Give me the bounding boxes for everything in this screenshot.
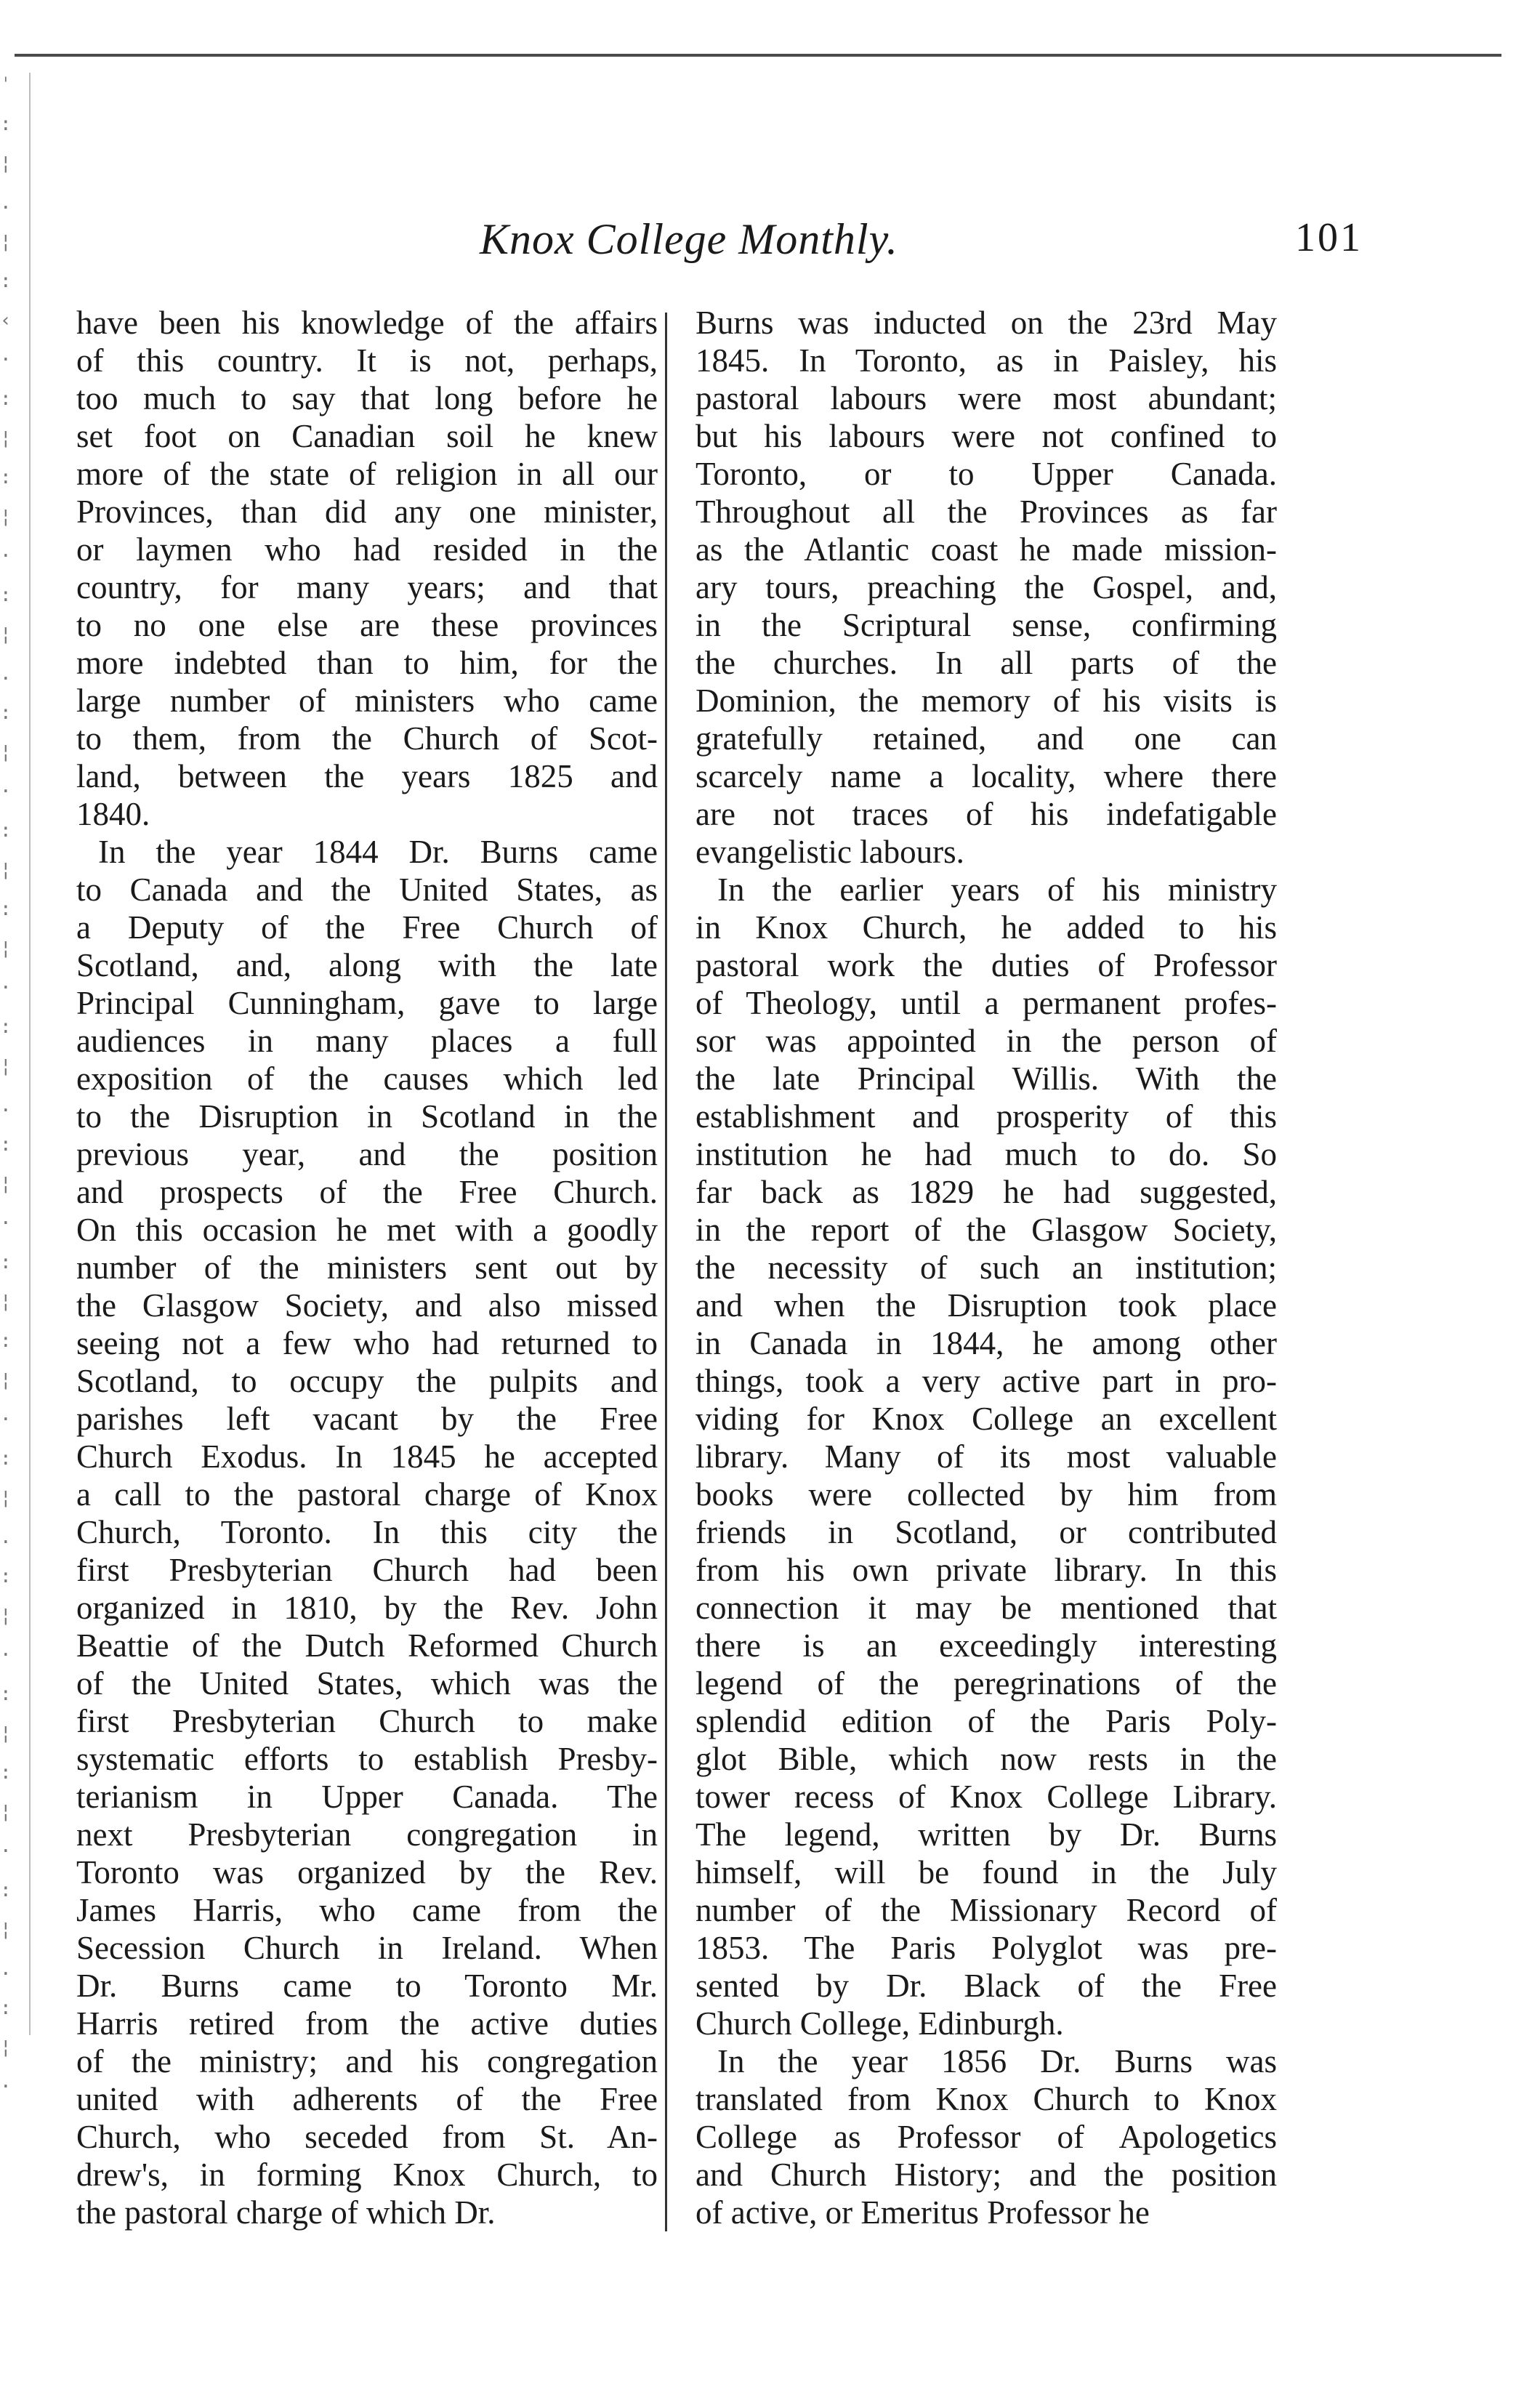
- text-line: Burns was inducted on the 23rd May: [695, 305, 1277, 341]
- text-line: in the Scriptural sense, confirming: [695, 607, 1277, 643]
- text-line: Church, Toronto. In this city the: [76, 1514, 658, 1550]
- text-line: united with adherents of the Free: [76, 2081, 658, 2117]
- text-line: next Presbyterian congregation in: [76, 1816, 658, 1853]
- text-line: Scotland, and, along with the late: [76, 947, 658, 983]
- text-line: books were collected by him from: [695, 1476, 1277, 1513]
- text-line: audiences in many places a full: [76, 1023, 658, 1059]
- text-line: systematic efforts to establish Presby-: [76, 1741, 658, 1777]
- text-line: pastoral labours were most abundant;: [695, 380, 1277, 416]
- text-line: gratefully retained, and one can: [695, 720, 1277, 757]
- text-line: in Knox Church, he added to his: [695, 909, 1277, 946]
- text-line: library. Many of its most valuable: [695, 1438, 1277, 1475]
- text-line: scarcely name a locality, where there: [695, 758, 1277, 794]
- text-line: the necessity of such an institution;: [695, 1249, 1277, 1286]
- text-line: On this occasion he met with a goodly: [76, 1212, 658, 1248]
- text-line: organized in 1810, by the Rev. John: [76, 1590, 658, 1626]
- text-line: In the year 1844 Dr. Burns came: [98, 834, 658, 870]
- text-line: Principal Cunningham, gave to large: [76, 985, 658, 1021]
- text-line: and prospects of the Free Church.: [76, 1174, 658, 1210]
- text-line: too much to say that long before he: [76, 380, 658, 416]
- text-line: first Presbyterian Church to make: [76, 1703, 658, 1739]
- text-line: of active, or Emeritus Professor he: [695, 2194, 1150, 2231]
- text-line: to no one else are these provinces: [76, 607, 658, 643]
- text-line: evangelistic labours.: [695, 834, 964, 870]
- text-line: from his own private library. In this: [695, 1552, 1277, 1588]
- text-line: to them, from the Church of Scot-: [76, 720, 658, 757]
- text-line: of the United States, which was the: [76, 1665, 658, 1702]
- text-line: a call to the pastoral charge of Knox: [76, 1476, 658, 1513]
- text-line: a Deputy of the Free Church of: [76, 909, 658, 946]
- text-line: things, took a very active part in pro-: [695, 1363, 1277, 1399]
- text-line: large number of ministers who came: [76, 682, 658, 719]
- text-line: glot Bible, which now rests in the: [695, 1741, 1277, 1777]
- text-line: College as Professor of Apologetics: [695, 2119, 1277, 2155]
- text-line: establishment and prosperity of this: [695, 1098, 1277, 1135]
- text-line: in Canada in 1844, he among other: [695, 1325, 1277, 1361]
- page-header: [65, 214, 1363, 273]
- text-line: as the Atlantic coast he made mission-: [695, 531, 1277, 568]
- text-line: Beattie of the Dutch Reformed Church: [76, 1627, 658, 1664]
- text-line: Provinces, than did any one minister,: [76, 494, 658, 530]
- text-line: Throughout all the Provinces as far: [695, 494, 1277, 530]
- text-line: to the Disruption in Scotland in the: [76, 1098, 658, 1135]
- text-line: exposition of the causes which led: [76, 1060, 658, 1097]
- gutter-scan-marks: ˈ : ¦ . ¦ : ‹ · : ¦ : ¦ · : ¦ . : ¦ · : ¦ : ¦ · : ¦ . : ¦ · : ¦ : ¦ · : ¦ . : ¦ · : ¦ : ¦ · : ¦ . : ¦ ·: [0, 74, 12, 2098]
- text-line: parishes left vacant by the Free: [76, 1401, 658, 1437]
- text-line: viding for Knox College an excellent: [695, 1401, 1277, 1437]
- text-line: have been his knowledge of the affairs: [76, 305, 658, 341]
- text-line: more indebted than to him, for the: [76, 645, 658, 681]
- text-line: of this country. It is not, perhaps,: [76, 342, 658, 379]
- right-text-column: [695, 304, 1277, 2231]
- text-line: legend of the peregrinations of the: [695, 1665, 1277, 1702]
- text-line: number of the ministers sent out by: [76, 1249, 658, 1286]
- text-line: connection it may be mentioned that: [695, 1590, 1277, 1626]
- text-line: country, for many years; and that: [76, 569, 658, 605]
- text-line: Toronto, or to Upper Canada.: [695, 456, 1277, 492]
- left-text-column: [76, 304, 658, 2231]
- text-line: Church Exodus. In 1845 he accepted: [76, 1438, 658, 1475]
- text-line: In the year 1856 Dr. Burns was: [717, 2043, 1277, 2079]
- text-line: Church, who seceded from St. An-: [76, 2119, 658, 2155]
- text-line: pastoral work the duties of Professor: [695, 947, 1277, 983]
- text-line: Church College, Edinburgh.: [695, 2005, 1064, 2042]
- text-line: set foot on Canadian soil he knew: [76, 418, 658, 454]
- text-line: land, between the years 1825 and: [76, 758, 658, 794]
- text-line: the pastoral charge of which Dr.: [76, 2194, 496, 2231]
- text-line: are not traces of his indefatigable: [695, 796, 1277, 832]
- text-line: translated from Knox Church to Knox: [695, 2081, 1277, 2117]
- text-line: more of the state of religion in all our: [76, 456, 658, 492]
- running-title: Knox College Monthly.: [480, 215, 898, 263]
- top-edge-rule: [15, 54, 1501, 57]
- text-line: 1853. The Paris Polyglot was pre-: [695, 1930, 1277, 1966]
- text-line: of the ministry; and his congregation: [76, 2043, 658, 2079]
- text-line: splendid edition of the Paris Poly-: [695, 1703, 1277, 1739]
- column-divider: [665, 313, 667, 2231]
- text-line: previous year, and the position: [76, 1136, 658, 1172]
- text-line: Secession Church in Ireland. When: [76, 1930, 658, 1966]
- text-line: in the report of the Glasgow Society,: [695, 1212, 1277, 1248]
- text-line: or laymen who had resided in the: [76, 531, 658, 568]
- text-line: but his labours were not confined to: [695, 418, 1277, 454]
- text-line: ary tours, preaching the Gospel, and,: [695, 569, 1277, 605]
- text-line: seeing not a few who had returned to: [76, 1325, 658, 1361]
- text-line: institution he had much to do. So: [695, 1136, 1277, 1172]
- text-line: the churches. In all parts of the: [695, 645, 1277, 681]
- text-line: tower recess of Knox College Library.: [695, 1779, 1277, 1815]
- page-number: 101: [1295, 215, 1363, 260]
- text-line: far back as 1829 he had suggested,: [695, 1174, 1277, 1210]
- text-line: of Theology, until a permanent profes-: [695, 985, 1277, 1021]
- text-line: sor was appointed in the person of: [695, 1023, 1277, 1059]
- text-line: terianism in Upper Canada. The: [76, 1779, 658, 1815]
- text-line: Toronto was organized by the Rev.: [76, 1854, 658, 1890]
- text-line: there is an exceedingly interesting: [695, 1627, 1277, 1664]
- text-line: Dr. Burns came to Toronto Mr.: [76, 1968, 658, 2004]
- text-line: and when the Disruption took place: [695, 1287, 1277, 1324]
- text-line: number of the Missionary Record of: [695, 1892, 1277, 1928]
- text-line: Harris retired from the active duties: [76, 2005, 658, 2042]
- text-line: 1845. In Toronto, as in Paisley, his: [695, 342, 1277, 379]
- text-line: himself, will be found in the July: [695, 1854, 1277, 1890]
- text-line: first Presbyterian Church had been: [76, 1552, 658, 1588]
- text-line: In the earlier years of his ministry: [717, 871, 1277, 908]
- text-line: the late Principal Willis. With the: [695, 1060, 1277, 1097]
- text-line: sented by Dr. Black of the Free: [695, 1968, 1277, 2004]
- text-line: 1840.: [76, 796, 150, 832]
- text-line: The legend, written by Dr. Burns: [695, 1816, 1277, 1853]
- text-line: and Church History; and the position: [695, 2157, 1277, 2193]
- text-line: James Harris, who came from the: [76, 1892, 658, 1928]
- text-line: to Canada and the United States, as: [76, 871, 658, 908]
- text-line: Dominion, the memory of his visits is: [695, 682, 1277, 719]
- text-line: friends in Scotland, or contributed: [695, 1514, 1277, 1550]
- text-line: drew's, in forming Knox Church, to: [76, 2157, 658, 2193]
- text-line: the Glasgow Society, and also missed: [76, 1287, 658, 1324]
- text-line: Scotland, to occupy the pulpits and: [76, 1363, 658, 1399]
